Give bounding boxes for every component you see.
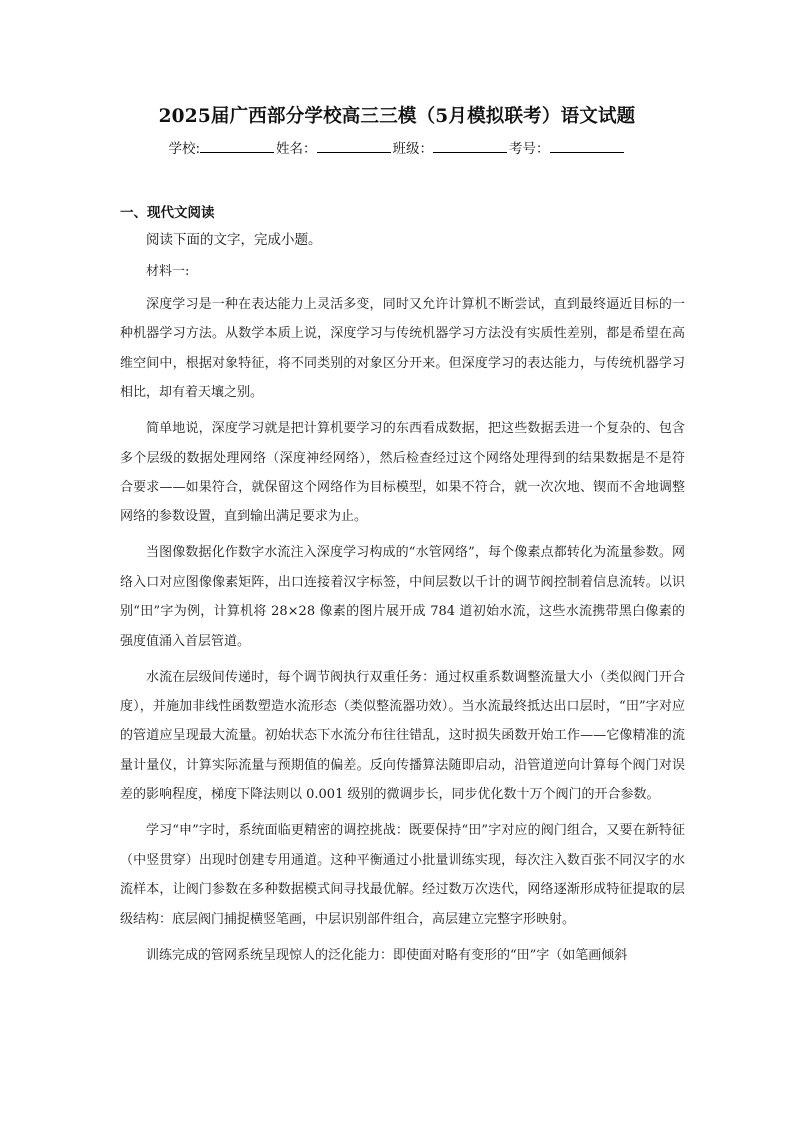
school-field[interactable] xyxy=(200,138,274,153)
section-heading: 一、现代文阅读 xyxy=(120,205,215,221)
material-label: 材料一: xyxy=(146,264,190,279)
section-instruction: 阅读下面的文字，完成小题。 xyxy=(146,232,322,248)
exam-number-label: 考号： xyxy=(509,141,550,157)
passage-paragraph: 训练完成的管网系统呈现惊人的泛化能力：即使面对略有变形的“田”字（如笔画倾斜 xyxy=(146,947,628,963)
name-field[interactable] xyxy=(317,138,391,153)
exam-title: 2025届广西部分学校高三三模（5月模拟联考）语文试题 xyxy=(158,106,636,127)
school-label: 学校: xyxy=(168,141,201,157)
name-label: 姓名： xyxy=(276,141,317,157)
passage-paragraph: 学习“申”字时，系统面临更精密的调控挑战：既要保持“田”字对应的阀门组合，又要在新特征（中竖贯穿）出现时创建专用通道。这种平衡通过小批量训练实现，每次注入数百张不同汉字的水流样本，让阀门参数在多种数据模式间寻找最优解。经过数万次迭代，网络逐渐形成特征提取的层级结构：底层阀门捕捉横竖笔画，中层识别部件组合，高层建立完整字形映射。 xyxy=(120,823,685,927)
passage-paragraph: 水流在层级间传递时，每个调节阀执行双重任务：通过权重系数调整流量大小（类似阀门开合度），并施加非线性函数塑造水流形态（类似整流器功效）。当水流最终抵达出口层时，“田”字对应的管道应呈现最大流量。初始状态下水流分布往往错乱，这时损失函数开始工作——它像精准的流量计量仪，计算实际流量与预期值的偏差。反向传播算法随即启动，沿管道逆向计算每个阀门对误差的影响程度，梯度下降法则以 0.001 级别的微调步长，同步优化数十万个阀门的开合参数。 xyxy=(120,669,685,803)
passage-paragraph: 简单地说，深度学习就是把计算机要学习的东西看成数据，把这些数据丢进一个复杂的、包含多个层级的数据处理网络（深度神经网络），然后检查经过这个网络处理得到的结果数据是不是符合要求——如果符合，就保留这个网络作为目标模型，如果不符合，就一次次地、锲而不舍地调整网络的参数设置，直到输出满足要求为止。 xyxy=(120,421,685,525)
passage-paragraph: 深度学习是一种在表达能力上灵活多变，同时又允许计算机不断尝试，直到最终逼近目标的一种机器学习方法。从数学本质上说，深度学习与传统机器学习方法没有实质性差别，都是希望在高维空间中，根据对象特征，将不同类别的对象区分开来。但深度学习的表达能力，与传统机器学习相比，却有着天壤之别。 xyxy=(120,297,685,401)
passage-paragraph: 当图像数据化作数字水流注入深度学习构成的“水管网络”，每个像素点都转化为流量参数。网络入口对应图像像素矩阵，出口连接着汉字标签，中间层数以千计的调节阀控制着信息流转。以识别“田”字为例，计算机将 28×28 像素的图片展开成 784 道初始水流，这些水流携带黑白像素的强度值涌入首层管道。 xyxy=(120,545,685,649)
exam-number-field[interactable] xyxy=(550,138,624,153)
class-field[interactable] xyxy=(433,138,507,153)
student-info-line xyxy=(0,138,794,159)
class-label: 班级： xyxy=(392,141,434,157)
reading-passage xyxy=(120,290,685,970)
